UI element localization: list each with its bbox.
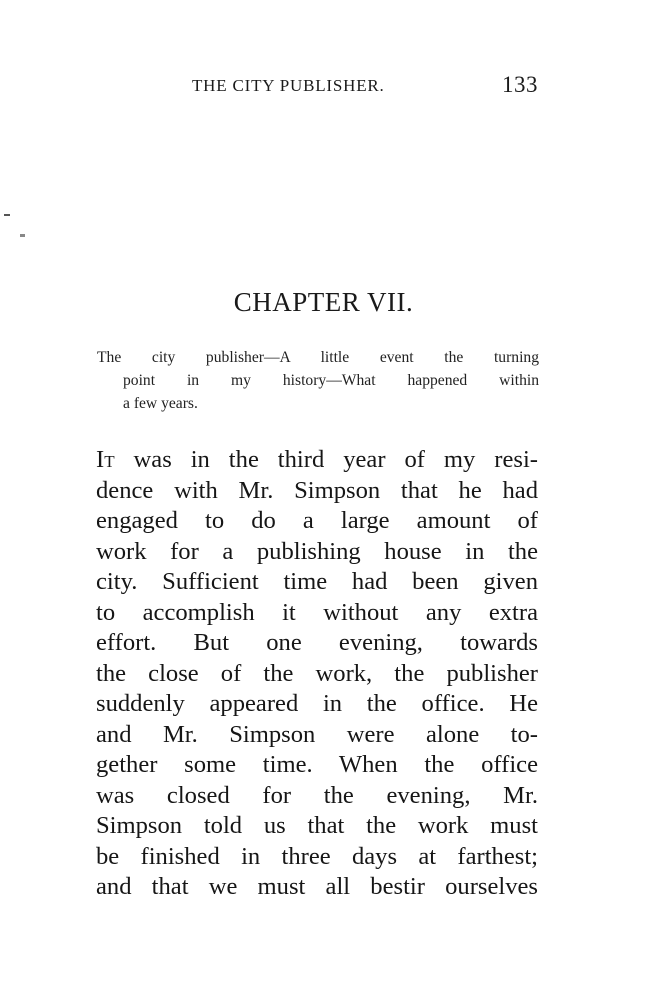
body-line: suddenly appeared in the office. He: [96, 690, 538, 717]
body-line: to accomplish it without any extra: [96, 598, 538, 626]
body-line: the close of the work, the publisher: [96, 659, 538, 687]
body-line: and that we must all bestir ourselves: [96, 873, 538, 900]
running-head-title: THE CITY PUBLISHER.: [192, 76, 385, 95]
body-line: be finished in three days at farthest;: [96, 842, 538, 870]
body-line: work for a publishing house in the: [96, 537, 538, 565]
body-line: gether some time. When the office: [96, 751, 538, 778]
margin-speck: [4, 214, 10, 216]
body-line: and Mr. Simpson were alone to-: [96, 720, 538, 748]
body-line: engaged to do a large amount of: [96, 507, 538, 534]
chapter-summary: [97, 346, 539, 415]
body-line: dence with Mr. Simpson that he had: [96, 476, 538, 504]
body-line: was closed for the evening, Mr.: [96, 781, 538, 809]
body-line: [96, 445, 538, 476]
body-line-text: was in the third year of my resi-: [114, 446, 538, 473]
opening-word: It: [96, 446, 115, 473]
running-head: [96, 72, 538, 104]
summary-line: point in my history—What happened within: [123, 372, 539, 389]
chapter-title: CHAPTER VII.: [233, 287, 414, 317]
summary-line: a few years.: [123, 395, 198, 412]
body-line: effort. But one evening, towards: [96, 629, 538, 656]
margin-speck: [20, 234, 25, 237]
body-text: [96, 445, 538, 903]
summary-line: The city publisher—A little event the turning: [97, 349, 539, 366]
page-number: 133: [502, 72, 538, 97]
body-line: city. Sufficient time had been given: [96, 568, 538, 595]
body-line: Simpson told us that the work must: [96, 812, 538, 839]
